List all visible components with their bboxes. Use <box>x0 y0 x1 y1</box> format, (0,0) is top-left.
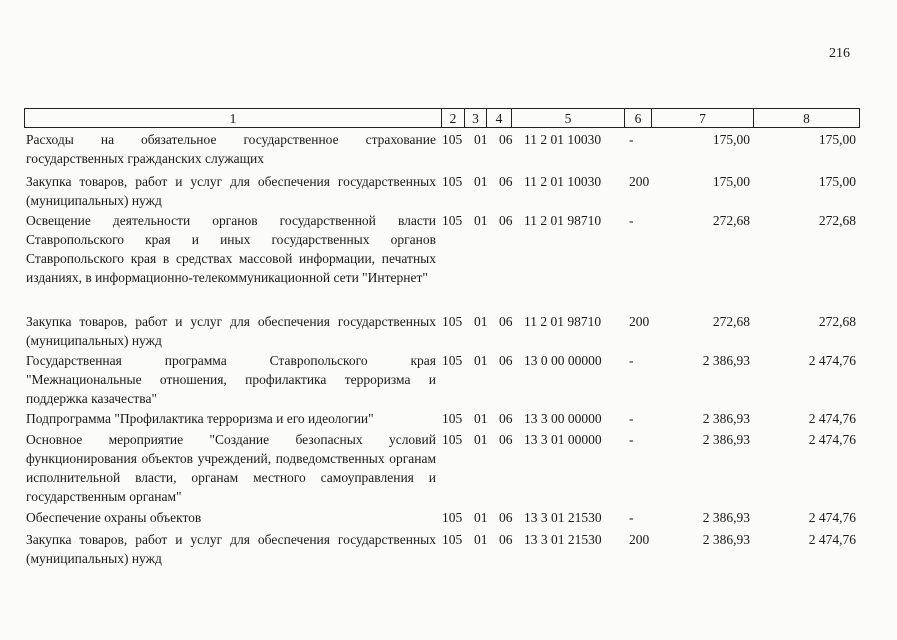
row-col-3: 01 <box>474 132 488 147</box>
row-col-3: 01 <box>474 532 488 547</box>
header-col-5: 5 <box>511 109 624 127</box>
header-col-6: 6 <box>624 109 651 127</box>
row-col-7: 2 386,93 <box>702 411 750 426</box>
row-col-3: 01 <box>474 314 488 329</box>
table-header <box>24 108 860 128</box>
header-col-1: 1 <box>229 111 237 126</box>
header-col-4: 4 <box>486 109 511 127</box>
row-col-6: 200 <box>629 532 650 547</box>
row-col-8: 2 474,76 <box>808 353 856 368</box>
row-col-8: 272,68 <box>818 213 856 228</box>
row-col-3: 01 <box>474 174 488 189</box>
row-col-4: 06 <box>499 174 513 189</box>
row-col-6: - <box>629 132 634 147</box>
row-description: Обеспечение охраны объектов <box>26 510 202 525</box>
row-col-6: - <box>629 353 634 368</box>
page-number: 216 <box>829 46 850 61</box>
header-col-2: 2 <box>441 109 464 127</box>
row-col-5: 11 2 01 10030 <box>524 174 602 189</box>
row-col-3: 01 <box>474 510 488 525</box>
row-col-5: 13 3 01 21530 <box>524 532 602 547</box>
row-col-8: 272,68 <box>818 314 856 329</box>
row-col-7: 272,68 <box>712 314 750 329</box>
header-col-8: 8 <box>753 109 859 127</box>
row-col-5: 13 3 01 00000 <box>524 432 602 447</box>
row-description: Закупка товаров, работ и услуг для обеспечения государственных (муниципальных) нужд <box>26 174 436 208</box>
row-col-7: 2 386,93 <box>702 353 750 368</box>
row-col-6: 200 <box>629 174 650 189</box>
row-col-5: 11 2 01 98710 <box>524 213 602 228</box>
row-col-4: 06 <box>499 532 513 547</box>
row-col-6: - <box>629 213 634 228</box>
row-col-7: 175,00 <box>712 132 750 147</box>
row-col-6: - <box>629 432 634 447</box>
row-col-7: 2 386,93 <box>702 532 750 547</box>
row-col-4: 06 <box>499 353 513 368</box>
row-col-4: 06 <box>499 432 513 447</box>
row-col-6: 200 <box>629 314 650 329</box>
row-col-4: 06 <box>499 213 513 228</box>
row-col-3: 01 <box>474 353 488 368</box>
row-col-6: - <box>629 510 634 525</box>
row-col-7: 2 386,93 <box>702 510 750 525</box>
row-description: Закупка товаров, работ и услуг для обеспечения государственных (муниципальных) нужд <box>26 314 436 348</box>
row-col-5: 13 3 01 21530 <box>524 510 602 525</box>
row-col-2: 105 <box>442 532 463 547</box>
row-description: Закупка товаров, работ и услуг для обеспечения государственных (муниципальных) нужд <box>26 532 436 566</box>
row-col-5: 13 0 00 00000 <box>524 353 602 368</box>
row-description: Подпрограмма "Профилактика терроризма и его идеологии" <box>26 411 374 426</box>
row-col-8: 2 474,76 <box>808 432 856 447</box>
row-col-8: 2 474,76 <box>808 411 856 426</box>
row-col-2: 105 <box>442 132 463 147</box>
row-col-4: 06 <box>499 411 513 426</box>
header-col-3: 3 <box>464 109 486 127</box>
row-col-7: 272,68 <box>712 213 750 228</box>
row-col-8: 2 474,76 <box>808 510 856 525</box>
row-col-2: 105 <box>442 314 463 329</box>
row-col-7: 175,00 <box>712 174 750 189</box>
row-col-5: 11 2 01 10030 <box>524 132 602 147</box>
row-col-4: 06 <box>499 510 513 525</box>
row-description: Основное мероприятие "Создание безопасных условий функционирования объектов учреждений, подведомственных органам исполнительной власти, органам местного самоуправления и государственным органам" <box>26 432 436 504</box>
row-description: Освещение деятельности органов государственной власти Ставропольского края и иных государственных органов Ставропольского края в средствах массовой информации, печатных изданиях, в информационно-телекоммуникационной сети "Интернет" <box>26 213 436 285</box>
row-col-2: 105 <box>442 213 463 228</box>
row-col-2: 105 <box>442 411 463 426</box>
row-col-8: 175,00 <box>818 174 856 189</box>
row-description: Государственная программа Ставропольского края "Межнациональные отношения, профилактика терроризма и поддержка казачества" <box>26 353 436 406</box>
row-col-8: 2 474,76 <box>808 532 856 547</box>
row-col-7: 2 386,93 <box>702 432 750 447</box>
row-col-6: - <box>629 411 634 426</box>
row-col-5: 13 3 00 00000 <box>524 411 602 426</box>
row-col-3: 01 <box>474 411 488 426</box>
row-col-2: 105 <box>442 432 463 447</box>
row-col-3: 01 <box>474 213 488 228</box>
row-col-5: 11 2 01 98710 <box>524 314 602 329</box>
row-col-8: 175,00 <box>818 132 856 147</box>
row-col-4: 06 <box>499 314 513 329</box>
row-col-2: 105 <box>442 174 463 189</box>
row-col-2: 105 <box>442 510 463 525</box>
row-description: Расходы на обязательное государственное страхование государственных гражданских служащих <box>26 132 436 166</box>
row-col-2: 105 <box>442 353 463 368</box>
row-col-4: 06 <box>499 132 513 147</box>
row-col-3: 01 <box>474 432 488 447</box>
header-col-7: 7 <box>651 109 753 127</box>
